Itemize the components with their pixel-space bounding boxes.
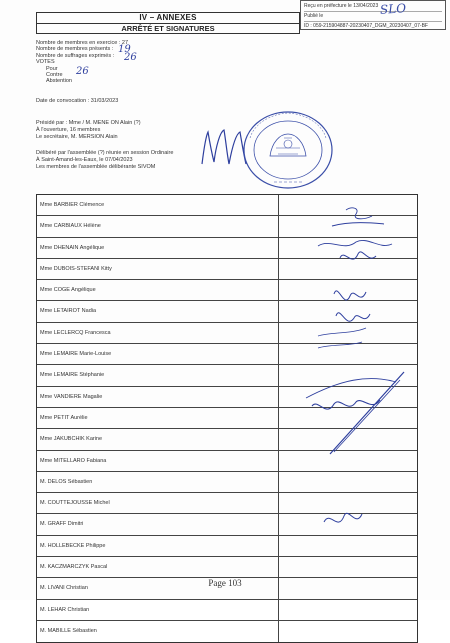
member-name: Mme JAKUBCHIK Karine	[37, 429, 279, 449]
signature-cell	[276, 216, 417, 236]
table-row	[37, 301, 417, 322]
table-row	[37, 216, 417, 237]
table-row	[37, 493, 417, 514]
signature-cell	[276, 301, 417, 321]
signature-cell	[276, 344, 417, 364]
pour-count-value: 26	[76, 66, 89, 77]
table-row	[37, 259, 417, 280]
presided-by: Présidé par : Mme / M. MENE ON Alain (?)	[36, 120, 141, 126]
signature-table	[36, 194, 418, 643]
page-number: Page 103	[208, 578, 242, 588]
annex-title: IV – ANNEXES	[139, 13, 197, 22]
votes-count-value: 26	[124, 52, 137, 63]
signature-cell	[276, 259, 417, 279]
present-count-value: 19	[118, 44, 131, 55]
table-row	[37, 280, 417, 301]
member-name: Mme LETAIROT Nadia	[37, 301, 279, 321]
signature-cell	[276, 429, 417, 449]
member-name: Mme COGE Angélique	[37, 280, 279, 300]
signature-cell	[276, 408, 417, 428]
table-row	[37, 408, 417, 429]
prefecture-id-line: ID : 059-215904887-20230407_DGM_20230407_07-BF	[304, 23, 428, 29]
member-name: Mme DUBOIS-STEFANI Kitty	[37, 259, 279, 279]
member-name: Mme MITELLARO Fabiana	[37, 451, 279, 471]
prefecture-handwritten-mark: SLO	[379, 1, 407, 17]
member-name: Mme DHENAIN Angélique	[37, 238, 279, 258]
signature-cell	[276, 493, 417, 513]
table-row	[37, 514, 417, 535]
signature-cell	[276, 280, 417, 300]
member-name: Mme LECLERCQ Francesca	[37, 323, 279, 343]
table-row	[37, 344, 417, 365]
signature-cell	[276, 557, 417, 577]
member-name: M. LEHAR Christian	[37, 600, 279, 620]
table-row	[37, 536, 417, 557]
votes-pour-label: Pour	[46, 65, 58, 72]
signature-cell	[276, 514, 417, 534]
member-name: M. COUTTEJOUSSE Michel	[37, 493, 279, 513]
prefecture-published-line: Publié le	[304, 12, 442, 22]
vote-counts	[36, 40, 128, 85]
table-row	[37, 429, 417, 450]
signature-cell	[276, 195, 417, 215]
opening-members: À l'ouverture, 16 membres	[36, 127, 101, 133]
signature-cell	[276, 323, 417, 343]
table-row	[37, 387, 417, 408]
table-row	[37, 365, 417, 386]
deliberation-date: À Saint-Amand-les-Eaux, le 07/04/2023	[36, 157, 133, 163]
table-row	[37, 451, 417, 472]
signature-cell	[276, 451, 417, 471]
table-row	[37, 195, 417, 216]
convocation-date: Date de convocation : 31/03/2023	[36, 98, 119, 104]
signature-cell	[276, 472, 417, 492]
table-row	[37, 323, 417, 344]
members-in-office: Nombre de membres en exercice : 27	[36, 40, 129, 46]
votes-expressed-label: Nombre de suffrages exprimés :	[36, 52, 115, 59]
table-row	[37, 621, 417, 642]
member-name: Mme VANDIERE Magalie	[37, 387, 279, 407]
annex-title-box	[36, 12, 300, 34]
annex-subtitle: ARRÊTÉ ET SIGNATURES	[37, 23, 299, 33]
members-present-label: Nombre de membres présents :	[36, 46, 114, 53]
signature-cell	[276, 238, 417, 258]
signature-cell	[276, 387, 417, 407]
assembly-members-line: Les membres de l'assemblée délibérante SIVOM	[36, 164, 156, 170]
table-row	[37, 600, 417, 621]
member-name: M. HOLLEBECKE Philippe	[37, 536, 279, 556]
signature-cell	[276, 600, 417, 620]
member-name: Mme LEMAIRE Stéphanie	[37, 365, 279, 385]
member-name: M. MABILLE Sébastien	[37, 621, 279, 642]
member-name: M. GRAFF Dimitri	[37, 514, 279, 534]
table-row	[37, 557, 417, 578]
member-name: Mme BARBIER Clémence	[37, 195, 279, 215]
member-name: Mme LEMAIRE Marie-Louise	[37, 344, 279, 364]
member-name: Mme CARBIAUX Hélène	[37, 216, 279, 236]
deliberation-line: Délibéré par l'assemblée (?) réunie en session Ordinaire	[36, 150, 174, 156]
prefecture-receipt-box	[300, 0, 446, 30]
signature-cell	[276, 621, 417, 642]
official-seal	[240, 108, 336, 192]
member-name: Mme PETIT Aurélie	[37, 408, 279, 428]
table-row	[37, 472, 417, 493]
signature-cell	[276, 365, 417, 385]
votes-abstention-label: Abstention	[46, 78, 72, 85]
prefecture-received-line: Reçu en préfecture le 13/04/2023	[304, 2, 442, 12]
member-name: M. KACZMARCZYK Pascal	[37, 557, 279, 577]
member-name: M. LIVANI Christian	[37, 578, 279, 598]
votes-label: VOTES	[36, 59, 55, 66]
signature-cell	[276, 536, 417, 556]
secretary: Le secrétaire, M. MERSION Alain	[36, 134, 118, 140]
table-row	[37, 238, 417, 259]
member-name: M. DELOS Sébastien	[37, 472, 279, 492]
votes-contre-label: Contre	[46, 72, 63, 79]
